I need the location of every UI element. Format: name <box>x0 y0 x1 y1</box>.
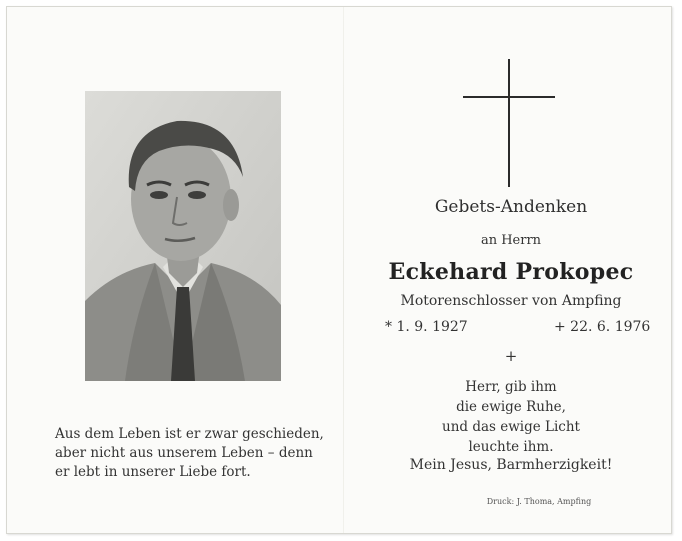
occupation: Motorenschlosser von Ampfing <box>400 293 622 309</box>
quote-line: Aus dem Leben ist er zwar geschieden, <box>55 426 324 442</box>
death-date: + 22. 6. 1976 <box>554 319 651 335</box>
small-cross-icon: + <box>504 347 518 365</box>
prayer-line: und das ewige Licht <box>442 419 580 435</box>
prayer-line: die ewige Ruhe, <box>456 399 566 415</box>
quote-line: er lebt in unserer Liebe fort. <box>55 464 251 480</box>
prayer <box>343 377 672 457</box>
card-heading: Gebets-Andenken <box>434 197 588 217</box>
prayer-line: Herr, gib ihm <box>465 379 557 395</box>
salutation: an Herrn <box>480 233 542 248</box>
memorial-card <box>6 6 672 534</box>
deceased-name: Eckehard Prokopec <box>388 259 634 285</box>
portrait-photo <box>85 91 281 381</box>
prayer-line: leuchte ihm. <box>468 439 554 455</box>
printer-credit: Druck: J. Thoma, Ampfing <box>486 497 592 506</box>
memorial-quote <box>55 425 324 482</box>
closing-invocation: Mein Jesus, Barmherzigkeit! <box>409 457 613 473</box>
portrait-photo-image <box>85 91 281 381</box>
birth-date: * 1. 9. 1927 <box>385 319 468 335</box>
quote-line: aber nicht aus unserem Leben – denn <box>55 445 313 461</box>
latin-cross-icon <box>463 59 555 187</box>
